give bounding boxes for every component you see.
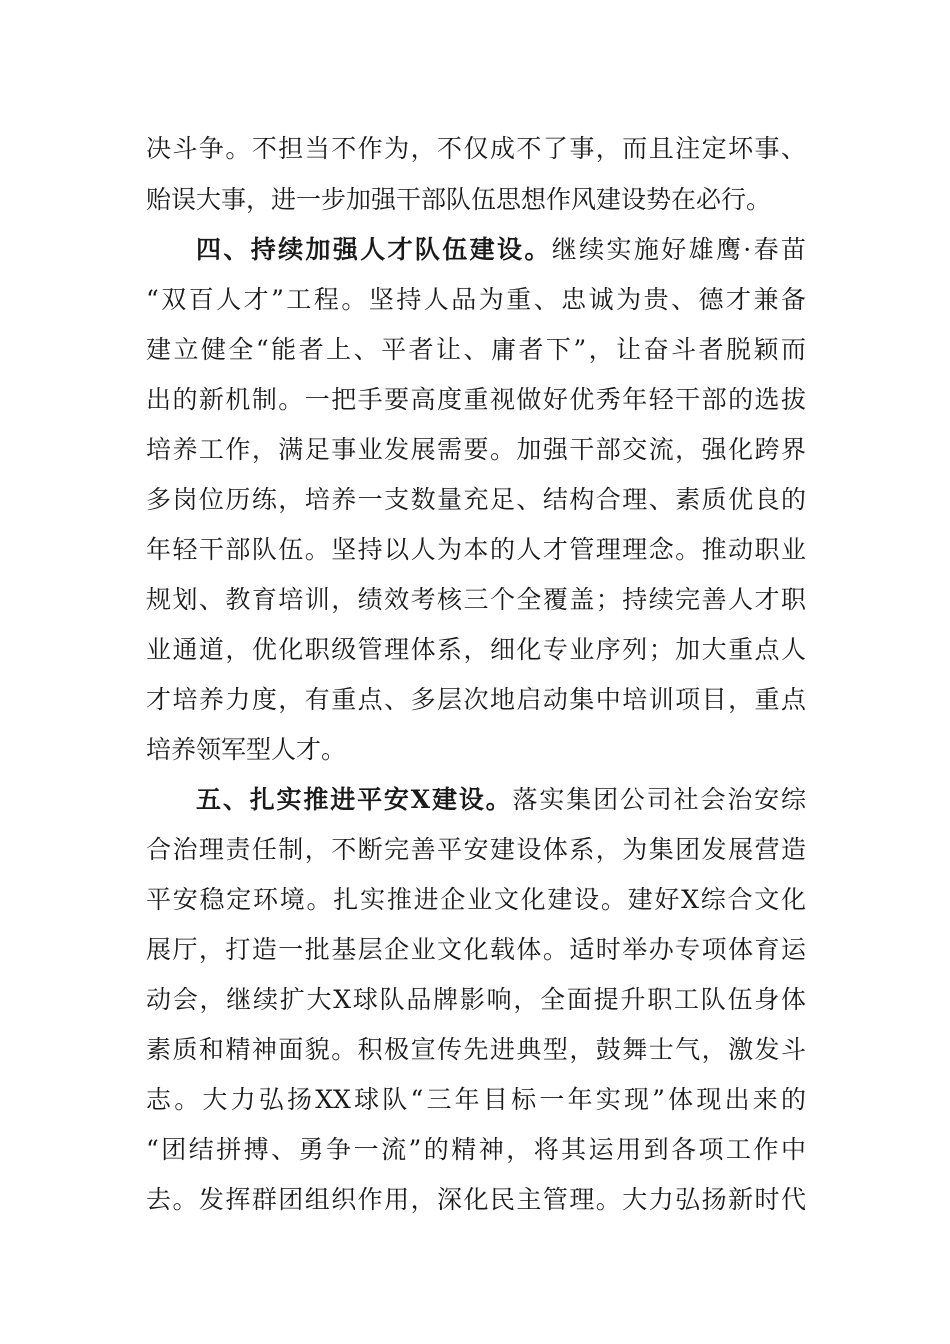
text-line: 建立健全“能者上、平者让、庸者下”，让奋斗者脱颖而 <box>146 335 806 364</box>
text-line: 出的新机制。一把手要高度重视做好优秀年轻干部的选拔 <box>146 385 806 414</box>
text-line: 规划、教育培训，绩效考核三个全覆盖；持续完善人才职 <box>146 585 806 614</box>
section-heading-line: 五、扎实推进平安X建设。落实集团公司社会治安综 <box>196 785 806 814</box>
section-heading: 五、扎实推进平安X建设。 <box>196 785 513 814</box>
text-line: “双百人才”工程。坚持人品为重、忠诚为贵、德才兼备 <box>146 285 806 314</box>
text-line: 业通道，优化职级管理体系，细化专业序列；加大重点人 <box>146 635 806 664</box>
text-line: 志。大力弘扬XX球队“三年目标一年实现”体现出来的 <box>146 1085 806 1114</box>
section-heading: 四、持续加强人才队伍建设。 <box>196 235 552 264</box>
text-line: 合治理责任制，不断完善平安建设体系，为集团发展营造 <box>146 835 806 864</box>
section-heading-line: 四、持续加强人才队伍建设。继续实施好雄鹰·春苗 <box>196 235 806 264</box>
text-line: 动会，继续扩大X球队品牌影响，全面提升职工队伍身体 <box>146 985 806 1014</box>
text-line: 培养工作，满足事业发展需要。加强干部交流，强化跨界 <box>146 435 806 464</box>
text-line: 多岗位历练，培养一支数量充足、结构合理、素质优良的 <box>146 485 806 514</box>
text-line: 才培养力度，有重点、多层次地启动集中培训项目，重点 <box>146 685 806 714</box>
text-line: 展厅，打造一批基层企业文化载体。适时举办专项体育运 <box>146 935 806 964</box>
text-line: 决斗争。不担当不作为，不仅成不了事，而且注定坏事、 <box>146 134 806 163</box>
text-line: 平安稳定环境。扎实推进企业文化建设。建好X综合文化 <box>146 885 806 914</box>
text-line: “团结拼搏、勇争一流”的精神，将其运用到各项工作中 <box>146 1135 806 1164</box>
text-line: 素质和精神面貌。积极宣传先进典型，鼓舞士气，激发斗 <box>146 1035 806 1064</box>
text-line: 培养领军型人才。 <box>146 735 347 764</box>
text-line: 去。发挥群团组织作用，深化民主管理。大力弘扬新时代 <box>146 1185 806 1214</box>
text-line: 贻误大事，进一步加强干部队伍思想作风建设势在必行。 <box>146 185 772 214</box>
text-line: 年轻干部队伍。坚持以人为本的人才管理理念。推动职业 <box>146 535 806 564</box>
